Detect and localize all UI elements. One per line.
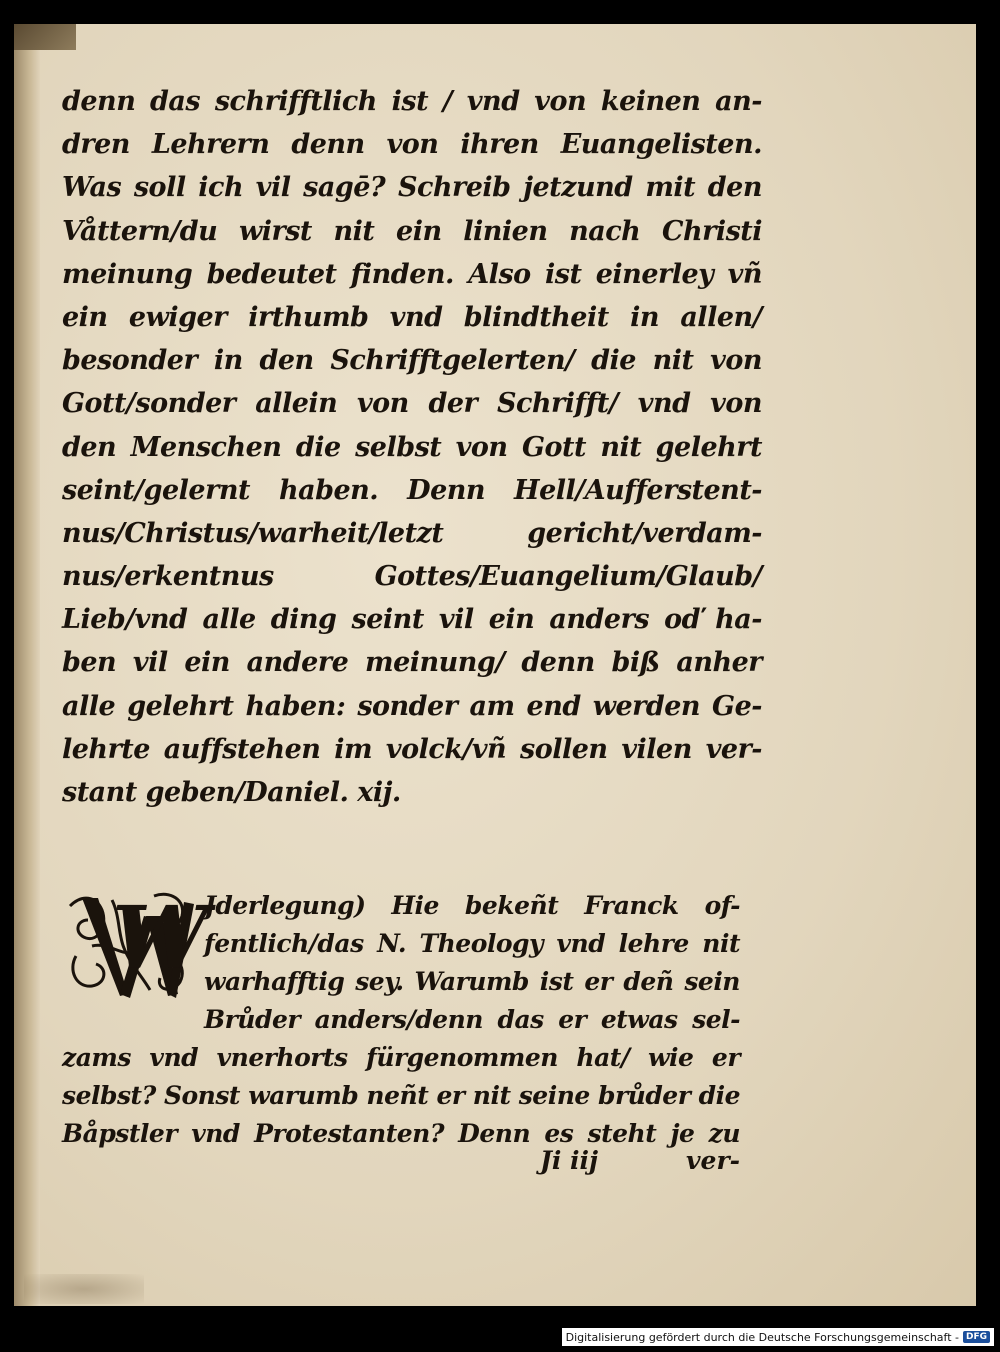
text-line: warhafftig sey. Warumb ist er deñ sein bbox=[204, 967, 740, 996]
text-line: ben vil ein andere meinung/ denn biß anher bbox=[62, 647, 762, 679]
page-corner-shadow bbox=[14, 24, 76, 50]
paragraph-1 bbox=[62, 80, 762, 814]
text-line: stant geben/Daniel. xij. bbox=[62, 777, 401, 808]
initial-letter: W bbox=[112, 888, 209, 989]
decorated-initial bbox=[62, 886, 209, 1006]
text-line: Brůder anders/denn das er etwas sel- bbox=[204, 1005, 740, 1034]
signature-line bbox=[540, 1146, 740, 1175]
text-line: dren Lehrern denn von ihren Euangelisten. bbox=[62, 129, 762, 161]
text-line: Jderlegung) Hie bekeñt Franck of- bbox=[204, 891, 740, 920]
text-line: selbst? Sonst warumb neñt er nit seine brůder die bbox=[62, 1081, 740, 1110]
signature-mark: Ji iij bbox=[540, 1146, 599, 1175]
text-line: lehrte auffstehen im volck/vñ sollen vilen ver- bbox=[62, 733, 762, 765]
text-line: Lieb/vnd alle ding seint vil ein anders oď ha- bbox=[62, 604, 762, 636]
page-stain bbox=[24, 1274, 144, 1304]
catchword: ver- bbox=[686, 1146, 740, 1175]
text-line: Gott/sonder allein von der Schrifft/ vnd von bbox=[62, 388, 762, 420]
footer-credit bbox=[562, 1328, 994, 1346]
text-line: ein ewiger irthumb vnd blindtheit in allen/ bbox=[62, 301, 762, 333]
text-line: besonder in den Schrifftgelerten/ die nit von bbox=[62, 345, 762, 377]
dfg-logo-icon: DFG bbox=[963, 1331, 990, 1343]
text-line: zams vnd vnerhorts fürgenommen hat/ wie er bbox=[62, 1043, 740, 1072]
text-line: Was soll ich vil sagē? Schreib jetzund mit den bbox=[62, 172, 762, 204]
text-line: meinung bedeutet finden. Also ist einerley vñ bbox=[62, 258, 762, 290]
text-line: den Menschen die selbst von Gott nit gelehrt bbox=[62, 431, 762, 463]
text-line: nus/erkentnus Gottes/Euangelium/Glaub/ bbox=[62, 561, 762, 593]
text-line: nus/Christus/warheit/letzt gericht/verdam- bbox=[62, 517, 762, 549]
text-line: seint/gelernt haben. Denn Hell/Aufferstent- bbox=[62, 474, 762, 506]
text-line: Våttern/du wirst nit ein linien nach Christi bbox=[62, 215, 762, 247]
text-line: fentlich/das N. Theology vnd lehre nit bbox=[204, 929, 740, 958]
page-binding-edge bbox=[14, 24, 40, 1306]
text-line: alle gelehrt haben: sonder am end werden Ge- bbox=[62, 690, 762, 722]
text-line: denn das schrifftlich ist / vnd von keinen an- bbox=[62, 86, 762, 117]
text-line: Båpstler vnd Protestanten? Denn es steht je zu bbox=[62, 1119, 740, 1148]
footer-text: Digitalisierung gefördert durch die Deutsche Forschungsgemeinschaft - bbox=[565, 1330, 959, 1344]
